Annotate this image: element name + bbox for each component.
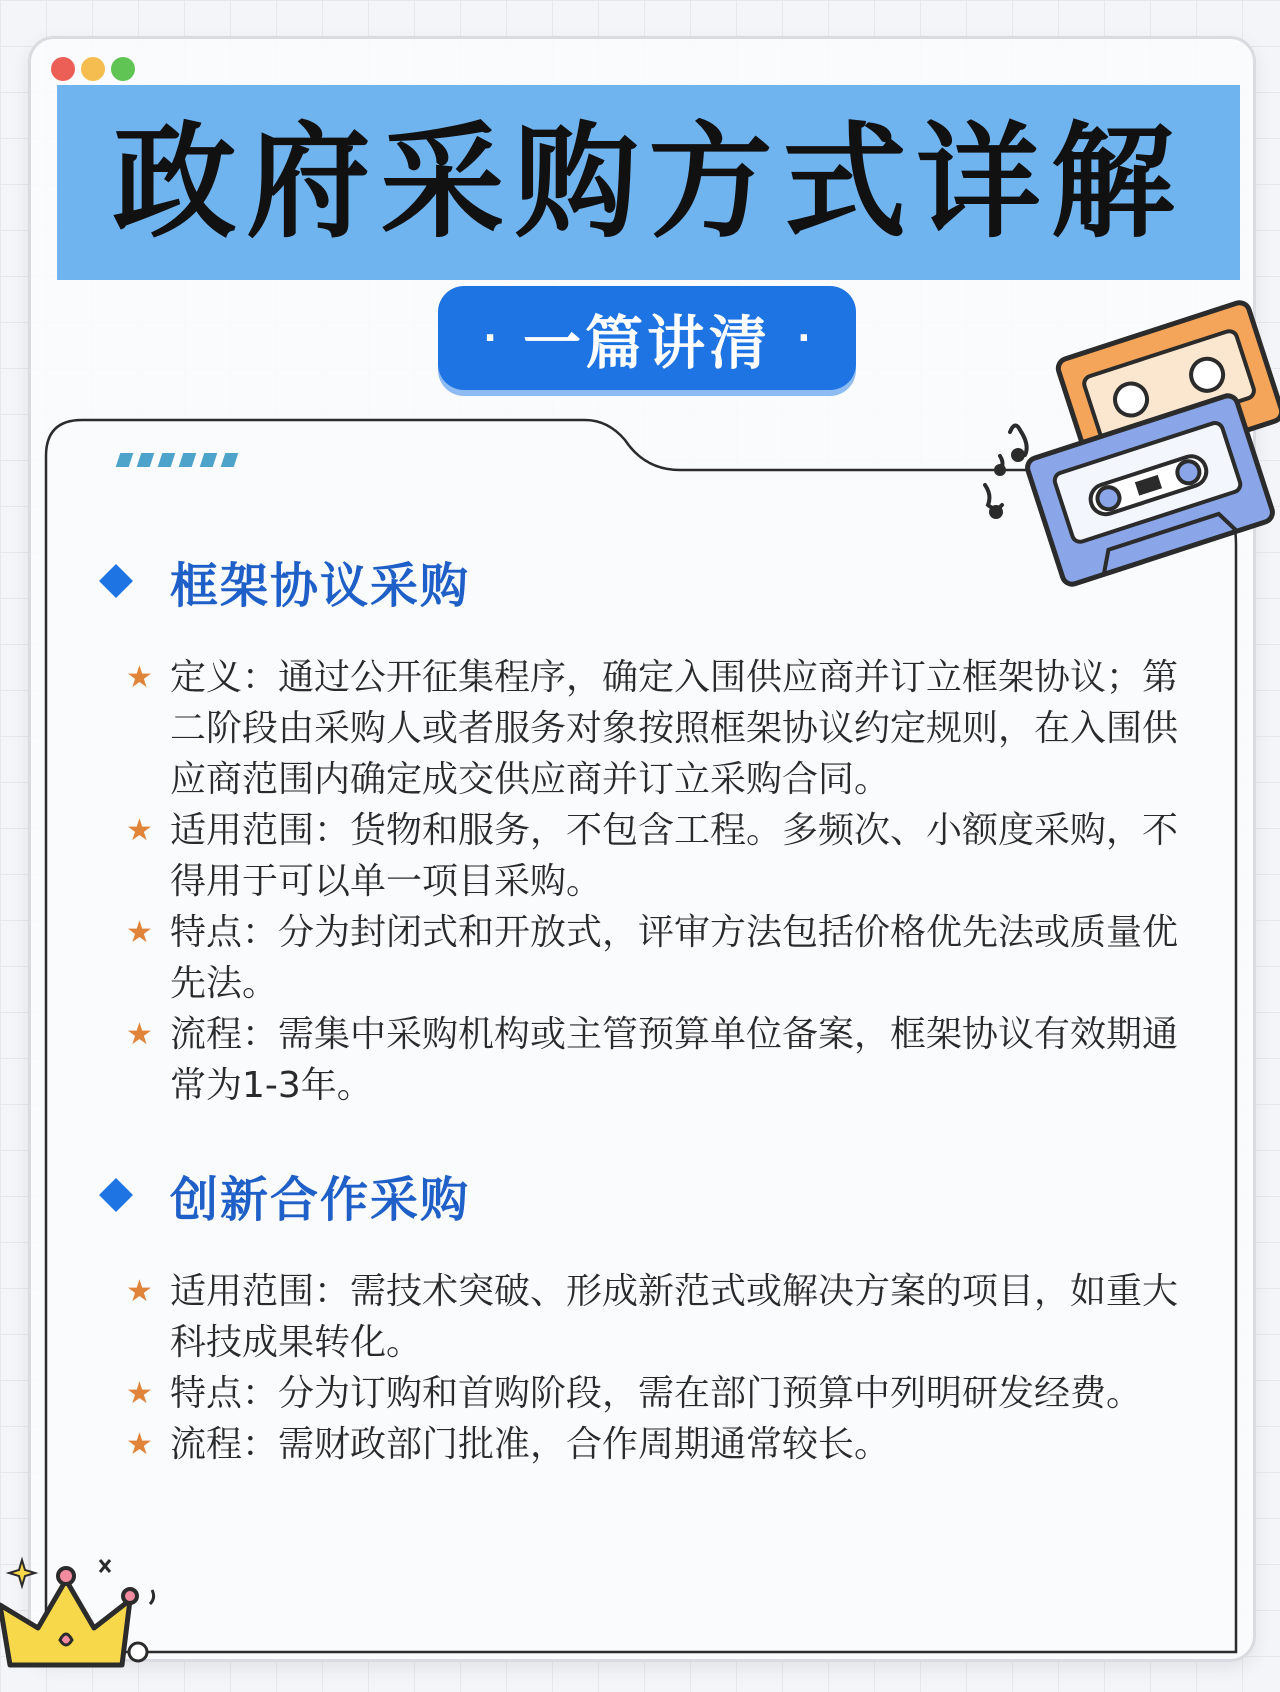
star-bullet-icon: ★	[126, 813, 153, 848]
item-text: 定义：通过公开征集程序，确定入围供应商并订立框架协议；第二阶段由采购人或者服务对象按照框架协议约定规则，在入围供应商范围内确定成交供应商并订立采购合同。	[170, 657, 1179, 800]
list-item	[96, 1368, 1206, 1419]
page-title: 政府采购方式详解	[112, 110, 1185, 255]
diamond-bullet-icon	[99, 564, 133, 598]
list-item	[96, 1266, 1206, 1368]
star-bullet-icon: ★	[126, 660, 153, 695]
list-item	[96, 652, 1206, 805]
subtitle-text: 一篇讲清	[522, 309, 771, 377]
item-text: 流程：需集中采购机构或主管预算单位备案，框架协议有效期通常为1-3年。	[170, 1014, 1179, 1106]
section-innovation-cooperation	[96, 1162, 1206, 1470]
diamond-bullet-icon	[99, 1178, 133, 1212]
star-bullet-icon: ★	[126, 1376, 153, 1411]
star-bullet-icon: ★	[126, 1017, 153, 1052]
item-text: 适用范围：需技术突破、形成新范式或解决方案的项目，如重大科技成果转化。	[170, 1271, 1179, 1363]
item-list	[96, 1266, 1206, 1470]
list-item	[96, 907, 1206, 1009]
item-list	[96, 652, 1206, 1111]
section-framework-agreement	[96, 548, 1206, 1111]
list-item	[96, 805, 1206, 907]
item-text: 特点：分为订购和首购阶段，需在部门预算中列明研发经费。	[170, 1373, 1143, 1414]
pill-dot-right: ·	[797, 317, 811, 359]
section-title: 创新合作采购	[170, 1171, 471, 1228]
item-text: 适用范围：货物和服务，不包含工程。多频次、小额度采购，不得用于可以单一项目采购。	[170, 810, 1179, 902]
item-text: 特点：分为封闭式和开放式，评审方法包括价格优先法或质量优先法。	[170, 912, 1179, 1004]
pill-dot-left: ·	[483, 317, 497, 359]
star-bullet-icon: ★	[126, 915, 153, 950]
section-title: 框架协议采购	[170, 557, 471, 614]
star-bullet-icon: ★	[126, 1427, 153, 1462]
list-item	[96, 1419, 1206, 1470]
list-item	[96, 1009, 1206, 1111]
section-header	[96, 548, 1206, 614]
star-bullet-icon: ★	[126, 1274, 153, 1309]
dash-decoration	[118, 453, 236, 467]
item-text: 流程：需财政部门批准，合作周期通常较长。	[170, 1424, 891, 1465]
section-header	[96, 1162, 1206, 1228]
